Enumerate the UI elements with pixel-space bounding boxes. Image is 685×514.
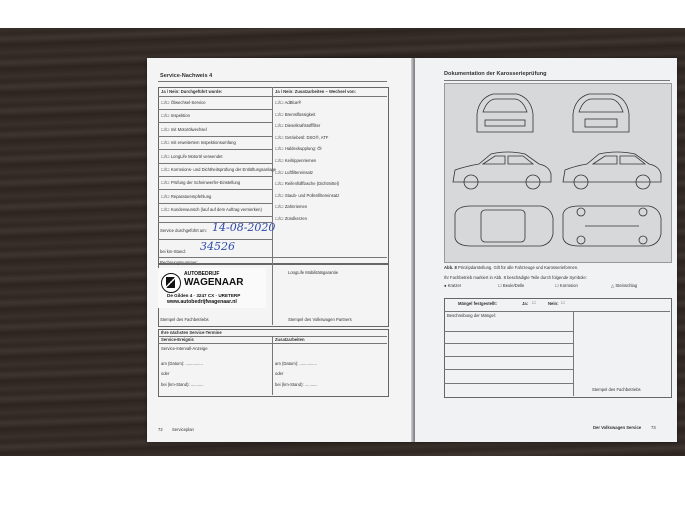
symbol-instruction: Ihr Fachbetrieb markiert in Abb. 8 beschädigte Teile durch folgende Symbole: [444,275,587,280]
checkbox-icon[interactable]: ☐/☐ [161,126,171,132]
defects-label: Mängel festgestellt: [458,301,498,306]
next-line-2b: am (Datum): ............... [275,361,317,366]
right-footer-title: Der Volkswagen Service [593,425,642,430]
right-page-title: Dokumentation der Karosserieprüfung [444,71,547,77]
km-handwritten: 34526 [200,240,235,253]
next-col1-header: Service-Ereignis [161,337,194,342]
checkbox-icon[interactable]: ☐/☐ [161,153,171,159]
next-line-2: am (Datum): ............... [161,361,203,366]
right-stamp-label: Stempel des Fachbetriebs [592,387,641,392]
checkbox-icon[interactable]: ☐/☐ [275,134,285,140]
service-item: ☐/☐ Korrosions- und Dichtheitsprüfung der Entlüftungsanlage [161,167,277,172]
additional-work-item: ☐/☐ Keilrippenriemen [275,158,317,163]
next-service-header: Ihre nächsten Service-Termine [161,330,222,335]
figure-caption: Prinzipdarstellung. Gilt für alle Fahrzeuge und Karosserieformen. [457,265,579,270]
checkbox-icon[interactable]: ☐/☐ [161,180,171,186]
service-date-label: Service durchgeführt am: [160,228,207,233]
checkbox-icon[interactable]: ☐/☐ [161,100,171,105]
additional-work-item: ☐/☐ Zahnriemen [275,204,308,210]
service-item: ☐/☐ mit erweitertem Inspektionsumfang [161,140,236,146]
additional-work-item: ☐/☐ Bremsflüssigkeit [275,111,316,117]
stamp-label-left: Stempel des Fachbetriebs [160,317,209,322]
service-date-handwritten: 14-08-2020 [212,221,276,234]
dealer-stamp [158,268,266,308]
checkbox-icon[interactable]: ☐/☐ [275,123,285,129]
symbol-scratch: ● Kratzer [444,283,462,288]
left-page-title: Service-Nachweis 4 [160,73,213,79]
additional-work-item: ☐/☐ Staub- und Pollenfiltereinsatz [275,192,340,198]
car-diagram [444,83,672,263]
stamp-name: AUTOBEDRIJF [184,271,220,277]
checkbox-icon[interactable]: ☐/☐ [161,113,171,119]
checkbox-icon[interactable]: ☐/☐ [275,181,285,187]
service-item: ☐/☐ Reparaturempfehlung [161,193,212,199]
checkbox-icon[interactable]: ☐/☐ [275,204,285,210]
checkbox-icon[interactable]: ☐/☐ [161,207,171,213]
additional-work-item: ☐/☐ Getriebeöl: DSG®, ATF [275,134,329,140]
symbol-corrosion: ☐ Korrosion [555,283,578,288]
additional-work-item: ☐/☐ Zündkerzen [275,216,307,221]
stamp-brand: WAGENAAR [184,277,244,288]
service-item: ☐/☐ mit Motorölwechsel [161,126,207,132]
col1-header: Ja / Nein: Durchgeführt wurde: [161,89,223,94]
no-label: Nein: [548,301,559,306]
service-item: ☐/☐ Inspektion [161,113,190,119]
yes-checkbox[interactable]: ☐ [532,300,536,305]
next-line-3: oder [161,371,170,376]
symbol-stonechip: △ Steinschlag [611,283,638,288]
service-item: ☐/☐ LongLife Motoröl verwendet [161,153,223,159]
service-item: ☐/☐ Kundenwunsch (lauf auf dem Auftrag vermerken) [161,207,262,213]
next-line-3b: oder [275,371,284,376]
invoice-label: Rechnungsnummer: [160,260,198,265]
renault-logo-icon [161,273,181,293]
next-line-1: Service-Intervall-Anzeige [161,346,208,351]
next-col2-header: Zusatzarbeiten [275,337,305,342]
additional-work-item: ☐/☐ Haldexkupplung: Öl [275,146,322,152]
right-footer-page: 73 [651,425,656,430]
symbol-dent: ☐ Beule/Delle [498,283,525,288]
stamp-label-right: Stempel des Volkswagen Partners [288,317,352,322]
no-checkbox[interactable]: ☐ [561,300,565,305]
stamp-address: De Gilden 4 · 3247 CX · URETERP [167,293,241,298]
checkbox-icon[interactable]: ☐/☐ [275,100,285,105]
figure-number: Abb. 8 [444,265,457,270]
yes-label: Ja: [522,301,529,306]
service-item: ☐/☐ Ölwechsel-Service [161,100,206,105]
checkbox-icon[interactable]: ☐/☐ [275,169,285,175]
car-outlines-icon [445,84,671,262]
checkbox-icon[interactable]: ☐/☐ [275,111,285,117]
left-footer-page: 72 [158,427,163,432]
km-label: bei km-Stand: [160,249,186,254]
checkbox-icon[interactable]: ☐/☐ [275,216,285,221]
longlife-label: LongLife Mobilitätsgarantie [288,270,339,275]
checkbox-icon[interactable]: ☐/☐ [275,158,285,163]
additional-work-item: ☐/☐ Luftfiltereinsatz [275,169,314,175]
next-line-4b: bei (km-Stand): ........... [275,382,318,387]
checkbox-icon[interactable]: ☐/☐ [161,167,171,172]
additional-work-item: ☐/☐ AdBlue® [275,100,302,105]
stamp-web: www.autobedrijfwagenaar.nl [167,299,237,305]
defects-description-label: Beschreibung der Mängel: [447,313,496,318]
additional-work-item: ☐/☐ Dieselkraftstofffilter [275,123,321,129]
checkbox-icon[interactable]: ☐/☐ [161,193,171,199]
checkbox-icon[interactable]: ☐/☐ [275,192,285,198]
col2-header: Ja / Nein: Zusatzarbeiten – Wechsel von: [275,89,356,94]
service-item: ☐/☐ Prüfung der Scheinwerfer-Einstellung [161,180,241,186]
additional-work-item: ☐/☐ Reifenfüllflasche (Dichtmittel) [275,181,340,187]
checkbox-icon[interactable]: ☐/☐ [161,140,171,146]
next-line-4: bei (km-Stand): ........... [161,382,204,387]
checkbox-icon[interactable]: ☐/☐ [275,146,285,152]
left-footer-title: Serviceplan [172,427,194,432]
